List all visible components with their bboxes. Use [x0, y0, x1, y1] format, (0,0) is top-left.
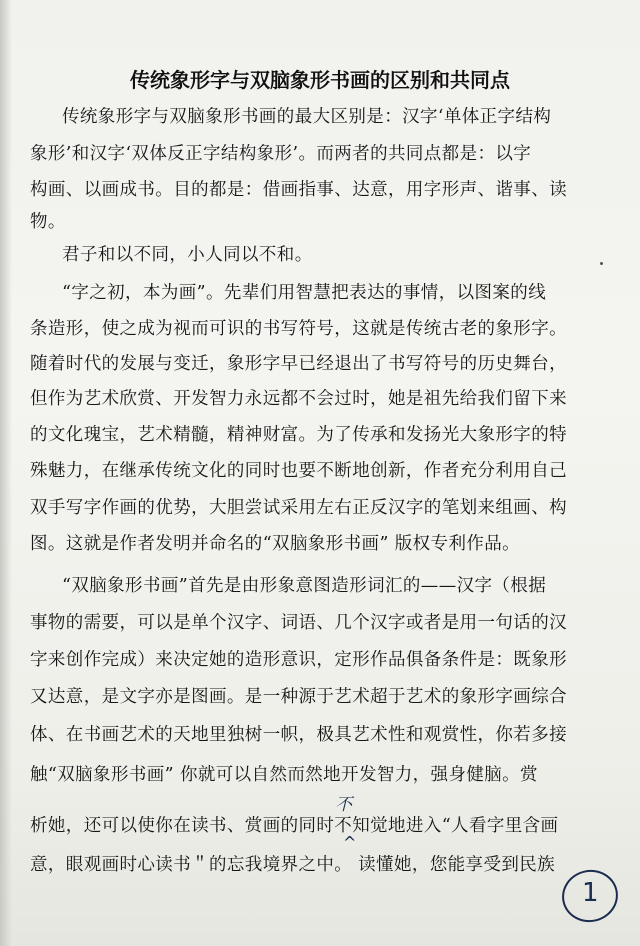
text-line: 构画、以画成书。目的都是：借画指事、达意，用字形声、谐事、读 [30, 180, 567, 200]
text-line: 但作为艺术欣赏、开发智力永远都不会过时，她是祖先给我们留下来 [30, 389, 567, 409]
text-line: 双手写字作画的优势，大胆尝试采用左右正反汉字的笔划来组画、构 [30, 498, 567, 518]
page-edge-shadow [0, 0, 12, 946]
text-line: 条造形，使之成为视而可识的书写符号，这就是传统古老的象形字。 [30, 319, 567, 339]
text-line: 殊魅力，在继承传统文化的同时也要不断地创新，作者充分利用自己 [30, 461, 567, 481]
text-line: 事物的需要，可以是单个汉字、词语、几个汉字或者是用一句话的汉 [30, 613, 567, 633]
text-line: 随着时代的发展与变迁，象形字早已经退出了书写符号的历史舞台， [30, 354, 567, 374]
text-line: 传统象形字与双脑象形书画的最大区别是：汉字‘单体正字结构 [62, 107, 552, 127]
text-line: 字来创作完成）来决定她的造形意识，定形作品俱备条件是：既象形 [30, 650, 567, 670]
text-line: 君子和以不同，小人同以不和。 [62, 245, 313, 265]
text-line: 体、在书画艺术的天地里独树一帜，极具艺术性和观赏性，你若多接 [30, 725, 567, 745]
text-line: 析她，还可以使你在读书、赏画的同时不知觉地进入“人看字里含画 [30, 816, 559, 836]
text-line: 又达意，是文字亦是图画。是一种源于艺术超于艺术的象形字画综合 [30, 687, 567, 707]
text-line: 象形’和汉字‘双体反正字结构象形’。而两者的共同点都是：以字 [30, 144, 532, 164]
text-line: 物。 [30, 212, 66, 232]
text-line: “双脑象形书画”首先是由形象意图造形词汇的——汉字（根据 [62, 576, 547, 596]
text-line: 图。这就是作者发明并命名的“双脑象形书画” 版权专利作品。 [30, 534, 521, 554]
text-line: 意，眼观画时心读书＂的忘我境界之中。 读懂她，您能享受到民族 [30, 855, 556, 875]
text-line: 的文化瑰宝，艺术精髓，精神财富。为了传承和发扬光大象形字的特 [30, 425, 567, 445]
text-line: 触“双脑象形书画” 你就可以自然而然地开发智力，强身健脑。赏 [30, 765, 538, 785]
text-line: “字之初，本为画”。先辈们用智慧把表达的事情，以图案的线 [62, 283, 547, 303]
document-title: 传统象形字与双脑象形书画的区别和共同点 [130, 68, 510, 92]
handwritten-caret: ^ [343, 833, 357, 852]
handwritten-insertion: 不 [335, 795, 352, 815]
page-number: 1 [582, 878, 599, 908]
